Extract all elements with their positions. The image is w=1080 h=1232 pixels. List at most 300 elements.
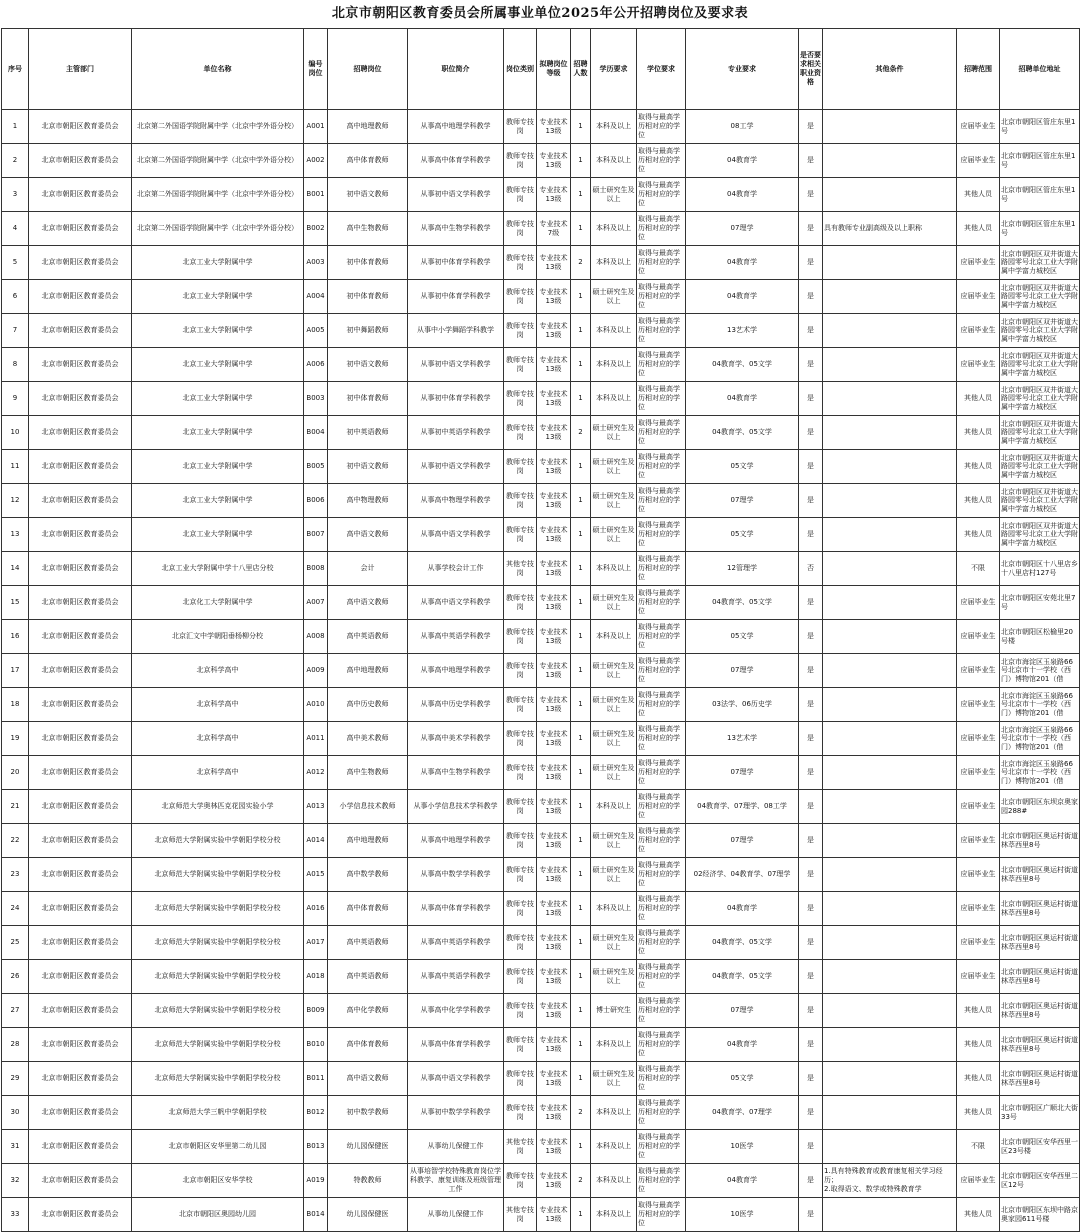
cell-post-name: 初中体育教师 [328, 280, 408, 314]
cell-headcount: 1 [571, 110, 591, 144]
cell-scope: 应届毕业生 [957, 1164, 1000, 1198]
cell-department: 北京市朝阳区教育委员会 [29, 654, 132, 688]
cell-unit-name: 北京工业大学附属中学 [132, 450, 304, 484]
cell-post-intro: 从事高中语文学科教学 [408, 518, 504, 552]
cell-headcount: 1 [571, 552, 591, 586]
table-row [2, 1164, 1080, 1198]
cell-department: 北京市朝阳区教育委员会 [29, 212, 132, 246]
cell-post-name: 幼儿园保健医 [328, 1130, 408, 1164]
cell-post-category: 教师专技岗 [504, 790, 537, 824]
cell-department: 北京市朝阳区教育委员会 [29, 1028, 132, 1062]
cell-post-category: 教师专技岗 [504, 144, 537, 178]
table-row [2, 1062, 1080, 1096]
cell-education: 本科及以上 [591, 1096, 637, 1130]
cell-post-code: B013 [304, 1130, 328, 1164]
cell-scope: 应届毕业生 [957, 654, 1000, 688]
cell-post-name: 初中体育教师 [328, 382, 408, 416]
cell-post-category: 其他专技岗 [504, 1198, 537, 1232]
cell-scope: 其他人员 [957, 518, 1000, 552]
cell-post-code: A003 [304, 246, 328, 280]
cell-major: 13艺术学 [686, 722, 799, 756]
table-row [2, 110, 1080, 144]
cell-other-conditions [823, 450, 957, 484]
cell-other-conditions [823, 654, 957, 688]
table-row [2, 348, 1080, 382]
cell-post-level: 专业技术13级 [537, 858, 571, 892]
cell-other-conditions [823, 994, 957, 1028]
cell-scope: 其他人员 [957, 484, 1000, 518]
cell-post-code: B001 [304, 178, 328, 212]
cell-post-category: 教师专技岗 [504, 110, 537, 144]
cell-address: 北京市朝阳区双井街道大路园零号北京工业大学附属中学富力城校区 [1000, 382, 1080, 416]
cell-degree: 取得与最高学历相对应的学位 [637, 722, 686, 756]
cell-post-code: A015 [304, 858, 328, 892]
cell-unit-name: 北京师范大学附属实验中学朝阳学校分校 [132, 1062, 304, 1096]
cell-headcount: 1 [571, 382, 591, 416]
cell-education: 本科及以上 [591, 144, 637, 178]
cell-address: 北京市朝阳区双井街道大路园零号北京工业大学附属中学富力城校区 [1000, 416, 1080, 450]
column-header: 招聘范围 [957, 29, 1000, 110]
cell-headcount: 1 [571, 1130, 591, 1164]
cell-education: 本科及以上 [591, 552, 637, 586]
cell-education: 硕士研究生及以上 [591, 824, 637, 858]
cell-unit-name: 北京第二外国语学院附属中学（北京中学外语分校） [132, 178, 304, 212]
cell-qualification: 是 [799, 926, 823, 960]
cell-post-code: B009 [304, 994, 328, 1028]
cell-post-name: 高中地理教师 [328, 824, 408, 858]
cell-scope: 应届毕业生 [957, 790, 1000, 824]
cell-department: 北京市朝阳区教育委员会 [29, 824, 132, 858]
cell-unit-name: 北京师范大学附属实验中学朝阳学校分校 [132, 926, 304, 960]
cell-education: 硕士研究生及以上 [591, 586, 637, 620]
cell-index: 32 [2, 1164, 29, 1198]
cell-major: 04教育学 [686, 246, 799, 280]
cell-post-intro: 从事初中英语学科教学 [408, 416, 504, 450]
cell-major: 04教育学、05文学 [686, 586, 799, 620]
cell-index: 15 [2, 586, 29, 620]
cell-address: 北京市朝阳区管庄东里1号 [1000, 144, 1080, 178]
column-header: 是否要求相关职业资格 [799, 29, 823, 110]
cell-post-name: 高中地理教师 [328, 654, 408, 688]
cell-degree: 取得与最高学历相对应的学位 [637, 620, 686, 654]
cell-post-code: A012 [304, 756, 328, 790]
cell-headcount: 1 [571, 994, 591, 1028]
cell-scope: 其他人员 [957, 178, 1000, 212]
cell-address: 北京市朝阳区奥运村街道林萃西里8号 [1000, 994, 1080, 1028]
cell-other-conditions [823, 110, 957, 144]
cell-post-category: 教师专技岗 [504, 858, 537, 892]
table-body [2, 110, 1080, 1232]
cell-post-code: B006 [304, 484, 328, 518]
cell-post-level: 专业技术13级 [537, 552, 571, 586]
cell-post-level: 专业技术13级 [537, 654, 571, 688]
cell-post-name: 高中化学教师 [328, 994, 408, 1028]
cell-scope: 应届毕业生 [957, 892, 1000, 926]
table-row [2, 586, 1080, 620]
cell-headcount: 1 [571, 348, 591, 382]
column-header: 专业要求 [686, 29, 799, 110]
cell-major: 13艺术学 [686, 314, 799, 348]
cell-other-conditions [823, 280, 957, 314]
cell-scope: 应届毕业生 [957, 858, 1000, 892]
cell-post-category: 教师专技岗 [504, 450, 537, 484]
cell-degree: 取得与最高学历相对应的学位 [637, 892, 686, 926]
cell-index: 16 [2, 620, 29, 654]
cell-unit-name: 北京科学高中 [132, 654, 304, 688]
cell-post-name: 幼儿园保健医 [328, 1198, 408, 1232]
cell-other-conditions [823, 892, 957, 926]
cell-department: 北京市朝阳区教育委员会 [29, 892, 132, 926]
cell-post-level: 专业技术13级 [537, 722, 571, 756]
cell-scope: 应届毕业生 [957, 314, 1000, 348]
cell-index: 7 [2, 314, 29, 348]
cell-education: 本科及以上 [591, 110, 637, 144]
cell-post-name: 初中体育教师 [328, 246, 408, 280]
cell-department: 北京市朝阳区教育委员会 [29, 484, 132, 518]
table-row [2, 1198, 1080, 1232]
cell-degree: 取得与最高学历相对应的学位 [637, 1164, 686, 1198]
cell-department: 北京市朝阳区教育委员会 [29, 926, 132, 960]
cell-post-category: 教师专技岗 [504, 722, 537, 756]
cell-unit-name: 北京科学高中 [132, 688, 304, 722]
cell-post-category: 教师专技岗 [504, 824, 537, 858]
cell-department: 北京市朝阳区教育委员会 [29, 1164, 132, 1198]
column-header: 其他条件 [823, 29, 957, 110]
table-row [2, 484, 1080, 518]
cell-post-code: A018 [304, 960, 328, 994]
cell-post-name: 高中体育教师 [328, 1028, 408, 1062]
cell-education: 硕士研究生及以上 [591, 926, 637, 960]
cell-scope: 应届毕业生 [957, 824, 1000, 858]
table-row [2, 824, 1080, 858]
cell-post-level: 专业技术13级 [537, 1198, 571, 1232]
cell-post-code: B011 [304, 1062, 328, 1096]
cell-unit-name: 北京师范大学附属实验中学朝阳学校分校 [132, 824, 304, 858]
cell-address: 北京市朝阳区管庄东里1号 [1000, 212, 1080, 246]
cell-post-name: 高中历史教师 [328, 688, 408, 722]
cell-post-intro: 从事高中体育学科教学 [408, 1028, 504, 1062]
cell-education: 博士研究生 [591, 994, 637, 1028]
cell-post-code: A013 [304, 790, 328, 824]
cell-other-conditions [823, 824, 957, 858]
cell-major: 10医学 [686, 1130, 799, 1164]
cell-other-conditions [823, 926, 957, 960]
table-row [2, 416, 1080, 450]
cell-post-code: A009 [304, 654, 328, 688]
cell-post-intro: 从事高中美术学科教学 [408, 722, 504, 756]
cell-post-intro: 从事中小学舞蹈学科教学 [408, 314, 504, 348]
cell-post-level: 专业技术13级 [537, 1164, 571, 1198]
cell-degree: 取得与最高学历相对应的学位 [637, 178, 686, 212]
cell-other-conditions [823, 620, 957, 654]
cell-other-conditions [823, 1130, 957, 1164]
cell-department: 北京市朝阳区教育委员会 [29, 994, 132, 1028]
cell-department: 北京市朝阳区教育委员会 [29, 1198, 132, 1232]
cell-headcount: 1 [571, 790, 591, 824]
table-row [2, 314, 1080, 348]
cell-degree: 取得与最高学历相对应的学位 [637, 484, 686, 518]
cell-scope: 其他人员 [957, 1028, 1000, 1062]
cell-department: 北京市朝阳区教育委员会 [29, 416, 132, 450]
cell-scope: 其他人员 [957, 450, 1000, 484]
cell-education: 本科及以上 [591, 620, 637, 654]
cell-post-category: 教师专技岗 [504, 1062, 537, 1096]
cell-major: 05文学 [686, 450, 799, 484]
cell-index: 31 [2, 1130, 29, 1164]
cell-headcount: 1 [571, 756, 591, 790]
cell-post-name: 高中生物教师 [328, 212, 408, 246]
cell-post-name: 高中语文教师 [328, 1062, 408, 1096]
cell-headcount: 1 [571, 1198, 591, 1232]
cell-education: 硕士研究生及以上 [591, 518, 637, 552]
table-row [2, 688, 1080, 722]
cell-degree: 取得与最高学历相对应的学位 [637, 688, 686, 722]
cell-post-category: 教师专技岗 [504, 212, 537, 246]
cell-qualification: 是 [799, 790, 823, 824]
cell-scope: 其他人员 [957, 994, 1000, 1028]
cell-other-conditions [823, 552, 957, 586]
cell-headcount: 1 [571, 212, 591, 246]
table-row [2, 722, 1080, 756]
cell-headcount: 2 [571, 416, 591, 450]
cell-qualification: 是 [799, 858, 823, 892]
cell-qualification: 是 [799, 756, 823, 790]
cell-major: 07理学 [686, 484, 799, 518]
cell-headcount: 1 [571, 960, 591, 994]
cell-degree: 取得与最高学历相对应的学位 [637, 960, 686, 994]
cell-degree: 取得与最高学历相对应的学位 [637, 314, 686, 348]
cell-qualification: 是 [799, 688, 823, 722]
cell-post-category: 其他专技岗 [504, 552, 537, 586]
cell-headcount: 1 [571, 518, 591, 552]
cell-qualification: 否 [799, 552, 823, 586]
cell-scope: 应届毕业生 [957, 586, 1000, 620]
cell-qualification: 是 [799, 246, 823, 280]
cell-qualification: 是 [799, 1130, 823, 1164]
cell-qualification: 是 [799, 416, 823, 450]
cell-major: 08工学 [686, 110, 799, 144]
table-row [2, 892, 1080, 926]
cell-index: 30 [2, 1096, 29, 1130]
cell-address: 北京市朝阳区东坝京奥家园288# [1000, 790, 1080, 824]
cell-education: 本科及以上 [591, 1198, 637, 1232]
cell-department: 北京市朝阳区教育委员会 [29, 858, 132, 892]
cell-post-level: 专业技术13级 [537, 246, 571, 280]
cell-post-name: 高中生物教师 [328, 756, 408, 790]
cell-unit-name: 北京市朝阳区安华里第二幼儿园 [132, 1130, 304, 1164]
cell-address: 北京市朝阳区安苑北里7号 [1000, 586, 1080, 620]
cell-unit-name: 北京市朝阳区奥园幼儿园 [132, 1198, 304, 1232]
cell-department: 北京市朝阳区教育委员会 [29, 722, 132, 756]
cell-other-conditions [823, 1062, 957, 1096]
cell-post-intro: 从事高中物理学科教学 [408, 484, 504, 518]
cell-qualification: 是 [799, 960, 823, 994]
cell-unit-name: 北京市朝阳区安华学校 [132, 1164, 304, 1198]
cell-major: 04教育学、05文学 [686, 348, 799, 382]
table-row [2, 620, 1080, 654]
cell-qualification: 是 [799, 110, 823, 144]
cell-post-code: B010 [304, 1028, 328, 1062]
cell-major: 04教育学 [686, 144, 799, 178]
cell-address: 北京市朝阳区双井街道大路园零号北京工业大学附属中学富力城校区 [1000, 518, 1080, 552]
cell-department: 北京市朝阳区教育委员会 [29, 1096, 132, 1130]
cell-post-category: 教师专技岗 [504, 1028, 537, 1062]
cell-education: 硕士研究生及以上 [591, 416, 637, 450]
cell-headcount: 1 [571, 926, 591, 960]
table-row [2, 144, 1080, 178]
cell-scope: 应届毕业生 [957, 620, 1000, 654]
cell-address: 北京市朝阳区管庄东里1号 [1000, 110, 1080, 144]
cell-post-intro: 从事幼儿保健工作 [408, 1198, 504, 1232]
cell-post-intro: 从事学校会计工作 [408, 552, 504, 586]
cell-headcount: 1 [571, 892, 591, 926]
column-header: 拟聘岗位等级 [537, 29, 571, 110]
cell-other-conditions [823, 756, 957, 790]
cell-major: 04教育学 [686, 382, 799, 416]
cell-post-level: 专业技术13级 [537, 314, 571, 348]
cell-major: 12管理学 [686, 552, 799, 586]
cell-scope: 应届毕业生 [957, 246, 1000, 280]
column-header: 学历要求 [591, 29, 637, 110]
cell-address: 北京市朝阳区奥运村街道林萃西里8号 [1000, 1062, 1080, 1096]
cell-department: 北京市朝阳区教育委员会 [29, 110, 132, 144]
cell-headcount: 1 [571, 144, 591, 178]
cell-other-conditions [823, 960, 957, 994]
cell-post-level: 专业技术13级 [537, 348, 571, 382]
table-row [2, 1028, 1080, 1062]
cell-post-code: A005 [304, 314, 328, 348]
cell-scope: 应届毕业生 [957, 688, 1000, 722]
cell-major: 04教育学、05文学 [686, 926, 799, 960]
table-row [2, 790, 1080, 824]
cell-department: 北京市朝阳区教育委员会 [29, 620, 132, 654]
cell-department: 北京市朝阳区教育委员会 [29, 348, 132, 382]
cell-department: 北京市朝阳区教育委员会 [29, 790, 132, 824]
header-row [2, 29, 1080, 110]
cell-major: 04教育学 [686, 178, 799, 212]
cell-other-conditions [823, 1198, 957, 1232]
cell-degree: 取得与最高学历相对应的学位 [637, 994, 686, 1028]
cell-address: 北京市朝阳区双井街道大路园零号北京工业大学附属中学富力城校区 [1000, 450, 1080, 484]
cell-major: 04教育学、07理学 [686, 1096, 799, 1130]
cell-major: 04教育学 [686, 1164, 799, 1198]
cell-other-conditions: 具有教师专业副高级及以上职称 [823, 212, 957, 246]
cell-post-code: A010 [304, 688, 328, 722]
cell-degree: 取得与最高学历相对应的学位 [637, 1028, 686, 1062]
cell-index: 9 [2, 382, 29, 416]
cell-unit-name: 北京科学高中 [132, 756, 304, 790]
cell-post-code: A011 [304, 722, 328, 756]
cell-address: 北京市朝阳区奥运村街道林萃西里8号 [1000, 960, 1080, 994]
cell-degree: 取得与最高学历相对应的学位 [637, 144, 686, 178]
cell-post-level: 专业技术13级 [537, 1130, 571, 1164]
cell-post-category: 教师专技岗 [504, 756, 537, 790]
cell-department: 北京市朝阳区教育委员会 [29, 756, 132, 790]
cell-index: 12 [2, 484, 29, 518]
cell-address: 北京市朝阳区奥运村街道林萃西里8号 [1000, 858, 1080, 892]
cell-post-category: 教师专技岗 [504, 416, 537, 450]
cell-scope: 不限 [957, 552, 1000, 586]
cell-other-conditions [823, 722, 957, 756]
cell-post-category: 教师专技岗 [504, 1096, 537, 1130]
cell-post-intro: 从事初中数学学科教学 [408, 1096, 504, 1130]
cell-post-code: A002 [304, 144, 328, 178]
cell-unit-name: 北京工业大学附属中学 [132, 416, 304, 450]
table-row [2, 450, 1080, 484]
cell-post-code: B002 [304, 212, 328, 246]
cell-other-conditions [823, 416, 957, 450]
cell-address: 北京市朝阳区双井街道大路园零号北京工业大学附属中学富力城校区 [1000, 314, 1080, 348]
cell-post-intro: 从事高中语文学科教学 [408, 586, 504, 620]
cell-education: 本科及以上 [591, 348, 637, 382]
cell-education: 硕士研究生及以上 [591, 756, 637, 790]
cell-index: 4 [2, 212, 29, 246]
cell-headcount: 1 [571, 314, 591, 348]
cell-other-conditions [823, 858, 957, 892]
cell-post-code: B012 [304, 1096, 328, 1130]
cell-post-level: 专业技术13级 [537, 620, 571, 654]
cell-post-intro: 从事高中英语学科教学 [408, 960, 504, 994]
cell-scope: 其他人员 [957, 1096, 1000, 1130]
cell-post-name: 高中英语教师 [328, 620, 408, 654]
cell-scope: 其他人员 [957, 416, 1000, 450]
cell-headcount: 2 [571, 1164, 591, 1198]
cell-other-conditions [823, 382, 957, 416]
cell-address: 北京市朝阳区奥运村街道林萃西里8号 [1000, 824, 1080, 858]
cell-degree: 取得与最高学历相对应的学位 [637, 1062, 686, 1096]
cell-unit-name: 北京工业大学附属中学 [132, 314, 304, 348]
cell-scope: 应届毕业生 [957, 756, 1000, 790]
cell-department: 北京市朝阳区教育委员会 [29, 518, 132, 552]
cell-other-conditions [823, 144, 957, 178]
cell-address: 北京市朝阳区安华西里一区23号楼 [1000, 1130, 1080, 1164]
cell-post-code: A016 [304, 892, 328, 926]
cell-post-intro: 从事高中历史学科教学 [408, 688, 504, 722]
cell-post-level: 专业技术13级 [537, 280, 571, 314]
cell-other-conditions [823, 314, 957, 348]
cell-qualification: 是 [799, 314, 823, 348]
cell-post-name: 特教教师 [328, 1164, 408, 1198]
cell-degree: 取得与最高学历相对应的学位 [637, 212, 686, 246]
cell-degree: 取得与最高学历相对应的学位 [637, 1096, 686, 1130]
cell-post-name: 高中英语教师 [328, 960, 408, 994]
cell-department: 北京市朝阳区教育委员会 [29, 1130, 132, 1164]
cell-unit-name: 北京工业大学附属中学 [132, 280, 304, 314]
cell-education: 本科及以上 [591, 246, 637, 280]
column-header: 单位名称 [132, 29, 304, 110]
cell-unit-name: 北京工业大学附属中学十八里店分校 [132, 552, 304, 586]
table-row [2, 858, 1080, 892]
cell-unit-name: 北京工业大学附属中学 [132, 484, 304, 518]
cell-degree: 取得与最高学历相对应的学位 [637, 382, 686, 416]
table-header [2, 29, 1080, 110]
page-title: 北京市朝阳区教育委员会所属事业单位2025年公开招聘岗位及要求表 [331, 6, 749, 21]
table-row [2, 1130, 1080, 1164]
cell-qualification: 是 [799, 586, 823, 620]
cell-major: 04教育学、07理学、08工学 [686, 790, 799, 824]
table-row [2, 280, 1080, 314]
cell-index: 25 [2, 926, 29, 960]
cell-education: 本科及以上 [591, 212, 637, 246]
cell-qualification: 是 [799, 280, 823, 314]
cell-scope: 不限 [957, 1130, 1000, 1164]
cell-index: 26 [2, 960, 29, 994]
cell-unit-name: 北京第二外国语学院附属中学（北京中学外语分校） [132, 144, 304, 178]
cell-address: 北京市朝阳区安华西里二区12号 [1000, 1164, 1080, 1198]
cell-post-name: 初中数学教师 [328, 1096, 408, 1130]
table-row [2, 246, 1080, 280]
cell-education: 本科及以上 [591, 1130, 637, 1164]
